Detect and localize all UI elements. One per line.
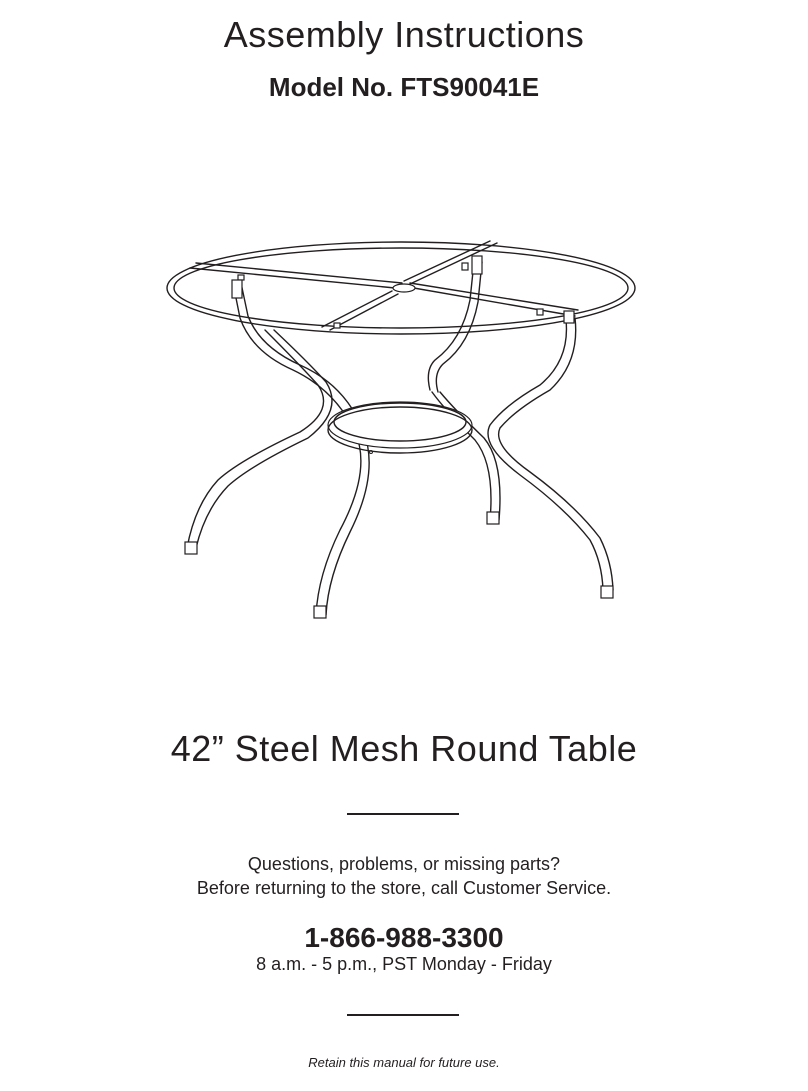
round-table-illustration <box>150 225 660 635</box>
model-number: Model No. FTS90041E <box>268 72 540 102</box>
divider <box>347 813 459 815</box>
divider <box>347 1014 459 1016</box>
page-title: Assembly Instructions <box>223 14 585 55</box>
product-name: 42” Steel Mesh Round Table <box>170 728 638 769</box>
support-phone-number: 1-866-988-3300 <box>304 922 504 953</box>
support-line-2: Before returning to the store, call Customer Service. <box>196 878 612 898</box>
footer-note: Retain this manual for future use. <box>308 1055 500 1070</box>
support-hours: 8 a.m. - 5 p.m., PST Monday - Friday <box>256 954 552 974</box>
support-message <box>0 852 808 900</box>
support-line-1: Questions, problems, or missing parts? <box>247 854 561 874</box>
